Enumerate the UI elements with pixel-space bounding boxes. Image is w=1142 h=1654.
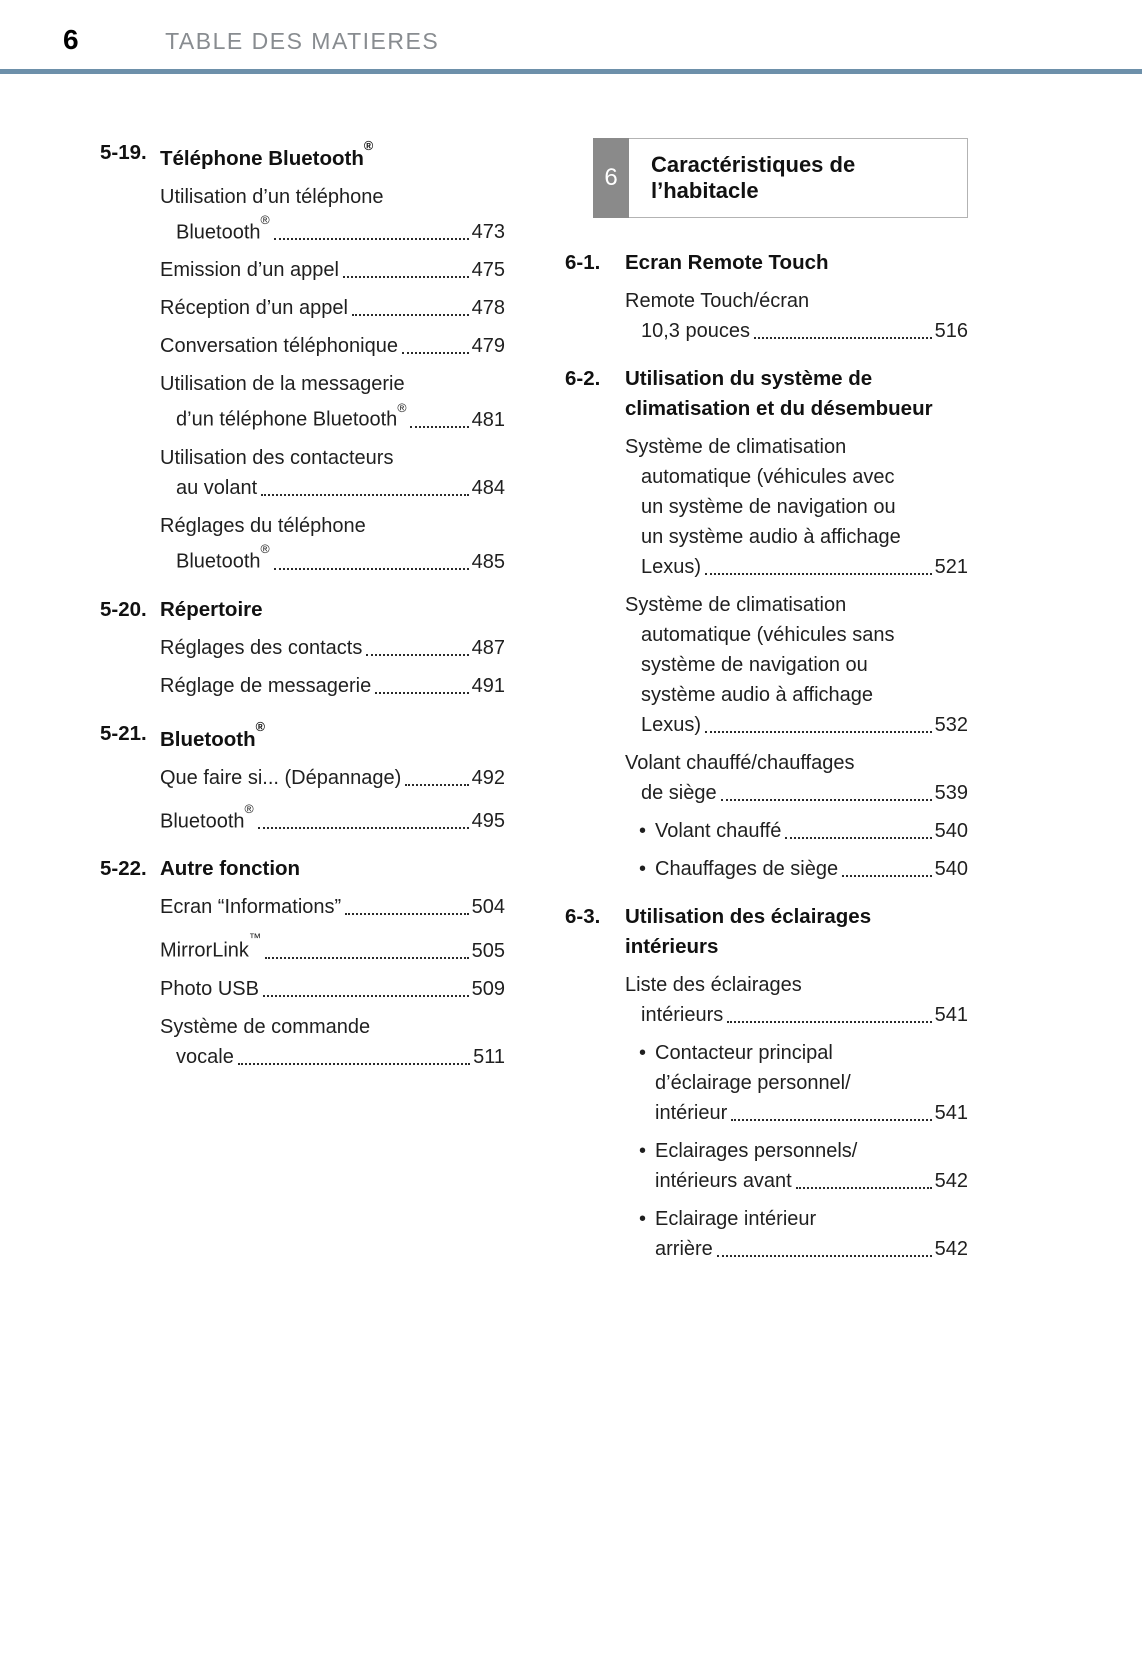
toc-entry-line — [625, 590, 968, 620]
toc-entry-line — [160, 671, 505, 701]
toc-entry-line — [160, 331, 505, 361]
chapter-title: Caractéristiques de l’habitacle — [629, 138, 968, 218]
dot-leader — [717, 1255, 932, 1257]
toc-entry — [160, 633, 505, 663]
dot-leader — [705, 731, 932, 733]
entry-text: Utilisation des contacteurs — [160, 447, 394, 470]
entry-text: Réception d’un appel — [160, 297, 348, 320]
page-reference: 532 — [934, 714, 968, 736]
toc-entry-line — [160, 1042, 505, 1072]
section-title-line: Autre fonction — [160, 857, 301, 881]
toc-entry — [625, 432, 968, 582]
toc-entry — [625, 748, 968, 808]
toc-entry-line — [160, 541, 505, 577]
section-heading — [100, 854, 505, 884]
section-title — [160, 138, 505, 174]
entry-text: Eclairage intérieur — [655, 1208, 817, 1230]
toc-entry — [160, 369, 505, 435]
toc-entry — [160, 293, 505, 323]
toc-entry-line — [625, 710, 968, 740]
section-number: 5-19. — [100, 141, 147, 164]
toc-entry-line — [625, 432, 968, 462]
toc-entry-line — [160, 801, 505, 837]
entry-text: système audio à affichage — [641, 684, 874, 706]
dot-leader — [375, 692, 468, 694]
page-reference: 485 — [471, 550, 505, 573]
entry-text: un système audio à affichage — [641, 526, 901, 548]
dot-leader — [345, 913, 468, 915]
toc-entry — [625, 816, 968, 846]
entry-text: Liste des éclairages — [625, 974, 802, 996]
entry-text: Utilisation d’un téléphone — [160, 185, 384, 208]
entry-text: Bluetooth® — [176, 213, 270, 244]
section-title — [160, 719, 505, 755]
dot-leader — [258, 827, 469, 829]
toc-section — [565, 248, 968, 346]
toc-entry-line — [625, 522, 968, 552]
section-heading — [100, 719, 505, 755]
dot-leader — [754, 337, 932, 339]
entry-text: un système de navigation ou — [641, 496, 896, 518]
page-reference: 542 — [934, 1170, 968, 1192]
section-title-line: Utilisation des éclairages intérieurs — [625, 905, 872, 958]
section-heading — [100, 138, 505, 174]
toc-entry-line — [625, 1166, 968, 1196]
toc-entry-line — [160, 511, 505, 541]
page-reference: 539 — [934, 782, 968, 804]
toc-entry — [625, 590, 968, 740]
header-rule — [0, 69, 1142, 74]
page-reference: 540 — [934, 820, 968, 842]
toc-entry-line — [625, 1000, 968, 1030]
entry-text: 10,3 pouces — [641, 320, 750, 342]
entry-text: Réglage de messagerie — [160, 674, 372, 697]
toc-entry — [625, 286, 968, 346]
entry-text: intérieur — [655, 1102, 728, 1124]
page-reference: 473 — [471, 221, 505, 244]
toc-entry — [625, 1136, 968, 1196]
toc-section — [100, 138, 505, 577]
dot-leader — [727, 1021, 931, 1023]
section-entries — [565, 432, 968, 884]
entry-text: Chauffages de siège — [655, 858, 839, 880]
toc-entry — [160, 892, 505, 922]
toc-entry-line — [160, 443, 505, 473]
entry-text: vocale — [176, 1045, 234, 1068]
toc-entry — [625, 854, 968, 884]
entry-text: système de navigation ou — [641, 654, 868, 676]
toc-left-column — [100, 138, 505, 1272]
entry-text: intérieurs avant — [655, 1170, 792, 1192]
dot-leader — [274, 238, 469, 240]
toc-entry — [160, 255, 505, 285]
dot-leader — [366, 654, 468, 656]
entry-text: Utilisation de la messagerie — [160, 373, 405, 396]
entry-text: d’éclairage personnel/ — [655, 1072, 851, 1094]
toc-right-column — [565, 138, 968, 1272]
section-number: 6-1. — [565, 251, 601, 274]
section-number: 6-3. — [565, 905, 601, 928]
entry-text: Système de commande — [160, 1015, 371, 1038]
entry-text: de siège — [641, 782, 717, 804]
toc-entry-line — [160, 633, 505, 663]
toc-entry-line — [160, 892, 505, 922]
toc-entry-line — [625, 970, 968, 1000]
toc-entry-line — [625, 1204, 968, 1234]
toc-entry-line — [625, 620, 968, 650]
dot-leader — [274, 568, 469, 570]
toc-entry-line — [160, 182, 505, 212]
toc-entry-line — [625, 778, 968, 808]
page-reference: 487 — [471, 636, 505, 659]
toc-entry-line — [625, 552, 968, 582]
dot-leader — [796, 1187, 932, 1189]
entry-text: automatique (véhicules sans — [641, 624, 895, 646]
bullet-icon: • — [639, 1140, 647, 1162]
entry-text: Eclairages personnels/ — [655, 1140, 858, 1162]
page-reference: 504 — [471, 896, 505, 919]
toc-section — [100, 595, 505, 701]
toc-entry — [160, 930, 505, 966]
dot-leader — [410, 426, 468, 428]
entry-text: Système de climatisation — [625, 436, 847, 458]
page-number: 6 — [63, 24, 80, 55]
toc-section — [565, 902, 968, 1264]
dot-leader — [785, 837, 931, 839]
entry-text: MirrorLink™ — [160, 931, 262, 962]
section-number: 5-21. — [100, 721, 147, 745]
toc-entry-line — [625, 1038, 968, 1068]
entry-text: Photo USB — [160, 977, 259, 1000]
page-reference: 511 — [473, 1045, 505, 1068]
section-entries — [565, 286, 968, 346]
toc-entry-line — [625, 1068, 968, 1098]
dot-leader — [721, 799, 932, 801]
toc-section — [100, 854, 505, 1072]
entry-text: Volant chauffé/chauffages — [625, 752, 855, 774]
page-header-row — [0, 24, 1142, 56]
toc-entry-line — [160, 212, 505, 248]
dot-leader — [261, 494, 468, 496]
entry-text: Réglages des contacts — [160, 636, 363, 659]
toc-entry-line — [625, 1234, 968, 1264]
dot-leader — [263, 995, 469, 997]
entry-text: d’un téléphone Bluetooth® — [176, 400, 407, 432]
entry-text: Bluetooth® — [176, 542, 270, 573]
page-reference: 484 — [471, 477, 505, 500]
toc-entry — [160, 182, 505, 248]
entry-text: Ecran “Informations” — [160, 896, 342, 919]
section-heading — [565, 248, 968, 278]
page-reference: 505 — [471, 939, 505, 962]
entry-text: Lexus) — [641, 714, 702, 736]
toc-entry-line — [625, 316, 968, 346]
chapter-box — [593, 138, 968, 218]
section-heading — [565, 364, 968, 424]
toc-content — [0, 138, 1142, 1272]
toc-entry-line — [160, 763, 505, 793]
section-number: 6-2. — [565, 367, 601, 390]
toc-entry-line — [160, 255, 505, 285]
entry-text: au volant — [176, 477, 258, 500]
page-reference: 540 — [934, 858, 968, 880]
toc-entry-line — [625, 816, 968, 846]
page-reference: 541 — [934, 1102, 968, 1124]
toc-entry-line — [625, 1136, 968, 1166]
entry-text: Remote Touch/écran — [625, 290, 810, 312]
toc-entry-line — [160, 1012, 505, 1042]
section-title — [625, 902, 968, 962]
dot-leader — [343, 276, 469, 278]
page-reference: 521 — [934, 556, 968, 578]
entry-text: Conversation téléphonique — [160, 335, 398, 358]
section-title-line: climatisation et du désembueur — [625, 397, 933, 420]
chapter-number-tab: 6 — [593, 138, 629, 218]
toc-entry-line — [625, 748, 968, 778]
section-heading — [565, 902, 968, 962]
section-entries — [100, 633, 505, 701]
section-title-line: Utilisation du système de — [625, 367, 873, 390]
toc-entry-line — [160, 293, 505, 323]
toc-entry — [160, 974, 505, 1004]
bullet-icon: • — [639, 1042, 647, 1064]
toc-entry — [625, 1038, 968, 1128]
toc-entry — [160, 1012, 505, 1072]
toc-entry — [160, 443, 505, 503]
section-title — [625, 364, 968, 424]
section-title — [625, 248, 968, 278]
toc-entry-line — [625, 650, 968, 680]
page-reference: 516 — [934, 320, 968, 342]
page-reference: 475 — [471, 259, 505, 282]
toc-entry-line — [160, 974, 505, 1004]
toc-section — [100, 719, 505, 836]
page-title: TABLE DES MATIERES — [165, 28, 440, 54]
bullet-icon: • — [639, 858, 647, 880]
section-number: 5-22. — [100, 857, 147, 881]
section-title — [160, 595, 505, 625]
page-reference: 479 — [471, 335, 505, 358]
dot-leader — [705, 573, 932, 575]
section-title — [160, 854, 505, 884]
section-entries — [565, 970, 968, 1264]
toc-entry — [625, 970, 968, 1030]
toc-entry — [160, 801, 505, 837]
toc-entry-line — [625, 680, 968, 710]
entry-text: Volant chauffé — [655, 820, 782, 842]
entry-text: arrière — [655, 1238, 713, 1260]
dot-leader — [238, 1063, 470, 1065]
dot-leader — [402, 352, 469, 354]
toc-entry-line — [160, 399, 505, 435]
page-reference: 509 — [471, 977, 505, 1000]
page-reference: 542 — [934, 1238, 968, 1260]
section-number: 5-20. — [100, 597, 147, 621]
page-header — [0, 0, 1142, 74]
entry-text: automatique (véhicules avec — [641, 466, 895, 488]
entry-text: Bluetooth® — [160, 801, 254, 833]
toc-entry-line — [160, 930, 505, 966]
entry-text: Lexus) — [641, 556, 702, 578]
section-entries — [100, 763, 505, 837]
toc-entry — [160, 671, 505, 701]
entry-text: Contacteur principal — [655, 1042, 833, 1064]
bullet-icon: • — [639, 820, 647, 842]
entry-text: intérieurs — [641, 1004, 724, 1026]
section-entries — [100, 892, 505, 1072]
dot-leader — [352, 314, 469, 316]
section-title-line: Ecran Remote Touch — [625, 251, 829, 274]
toc-entry-line — [625, 854, 968, 884]
section-heading — [100, 595, 505, 625]
dot-leader — [731, 1119, 931, 1121]
toc-entry-line — [625, 1098, 968, 1128]
page-reference: 492 — [471, 766, 505, 789]
page-reference: 495 — [471, 810, 505, 833]
section-entries — [100, 182, 505, 577]
toc-entry — [625, 1204, 968, 1264]
section-title-line: Répertoire — [160, 597, 263, 621]
section-title-line: Téléphone Bluetooth® — [160, 138, 374, 170]
toc-entry — [160, 763, 505, 793]
toc-entry-line — [625, 492, 968, 522]
entry-text: Emission d’un appel — [160, 259, 339, 282]
entry-text: Réglages du téléphone — [160, 515, 366, 538]
bullet-icon: • — [639, 1208, 647, 1230]
toc-entry — [160, 511, 505, 577]
toc-entry-line — [160, 473, 505, 503]
page-reference: 478 — [471, 297, 505, 320]
toc-entry — [160, 331, 505, 361]
toc-entry-line — [625, 286, 968, 316]
dot-leader — [405, 784, 468, 786]
entry-text: Système de climatisation — [625, 594, 847, 616]
page-reference: 491 — [471, 674, 505, 697]
dot-leader — [265, 957, 468, 959]
entry-text: Que faire si... (Dépannage) — [160, 766, 402, 789]
toc-entry-line — [625, 462, 968, 492]
page-reference: 481 — [471, 409, 505, 432]
toc-section — [565, 364, 968, 884]
dot-leader — [842, 875, 932, 877]
page-reference: 541 — [934, 1004, 968, 1026]
section-title-line: Bluetooth® — [160, 718, 266, 751]
toc-entry-line — [160, 369, 505, 399]
